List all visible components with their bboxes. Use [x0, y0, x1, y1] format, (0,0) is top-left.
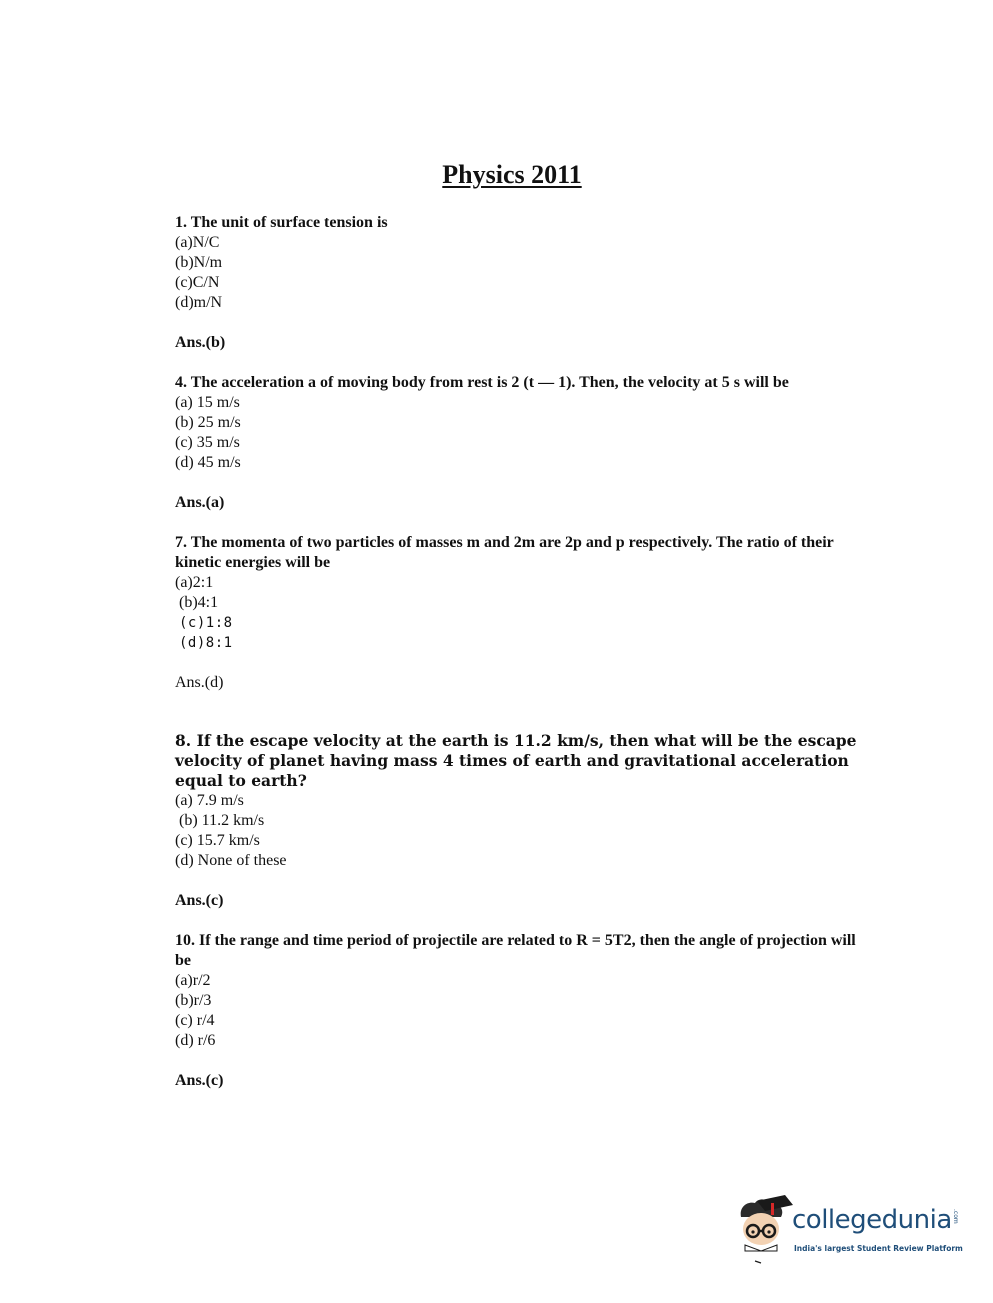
option-list: [175, 573, 875, 653]
collegedunia-logo: [735, 1195, 963, 1265]
answer: Ans.(d): [175, 674, 224, 691]
option-d: (d)m/N: [175, 294, 223, 311]
option-a: (a) 15 m/s: [175, 394, 240, 411]
option-b: (b)4:1: [179, 594, 219, 611]
option-b: (b) 11.2 km/s: [179, 812, 265, 829]
option-a: (a)r/2: [175, 972, 211, 989]
option-d: (d)8:1: [179, 635, 233, 651]
logo-wordmark: collegedunia: [792, 1205, 952, 1235]
option-a: (a)N/C: [175, 234, 220, 251]
question-text: 7. The momenta of two particles of masses m and 2m are 2p and p respectively. The ratio of their kinetic energies will be: [175, 534, 834, 571]
option-c: (c) r/4: [175, 1012, 215, 1029]
answer: Ans.(c): [175, 892, 224, 909]
option-d: (d) r/6: [175, 1032, 216, 1049]
question-text: 1. The unit of surface tension is: [175, 214, 388, 231]
option-list: [175, 971, 875, 1051]
option-list: [175, 233, 875, 313]
option-b: (b)N/m: [175, 254, 223, 271]
question-text: 4. The acceleration a of moving body from rest is 2 (t — 1). Then, the velocity at 5 s will be: [175, 374, 789, 391]
answer: Ans.(c): [175, 1072, 224, 1089]
logo-tagline: India's largest Student Review Platform: [794, 1244, 963, 1253]
page-title: Physics 2011: [442, 160, 582, 189]
question-text: 8. If the escape velocity at the earth is 11.2 km/s, then what will be the escape velocity of planet having mass 4 times of earth and gravitational acceleration equal to earth?: [175, 731, 857, 790]
question-7: [175, 533, 875, 693]
option-d: (d) None of these: [175, 852, 287, 869]
option-a: (a)2:1: [175, 574, 214, 591]
question-10: [175, 931, 875, 1091]
option-d: (d) 45 m/s: [175, 454, 241, 471]
question-text: 10. If the range and time period of projectile are related to R = 5T2, then the angle of projection will be: [175, 932, 856, 969]
option-list: [175, 791, 875, 871]
option-a: (a) 7.9 m/s: [175, 792, 244, 809]
option-list: [175, 393, 875, 473]
question-1: [175, 213, 875, 353]
question-list: [175, 213, 875, 1111]
option-b: (b)r/3: [175, 992, 212, 1009]
option-c: (c) 35 m/s: [175, 434, 240, 451]
option-c: (c)1:8: [179, 615, 233, 631]
option-c: (c) 15.7 km/s: [175, 832, 260, 849]
question-8: [175, 731, 875, 911]
answer: Ans.(a): [175, 494, 225, 511]
option-b: (b) 25 m/s: [175, 414, 241, 431]
question-4: [175, 373, 875, 513]
logo-suffix: .com: [952, 1209, 959, 1224]
option-c: (c)C/N: [175, 274, 220, 291]
student-mascot-icon: [735, 1195, 795, 1265]
answer: Ans.(b): [175, 334, 226, 351]
